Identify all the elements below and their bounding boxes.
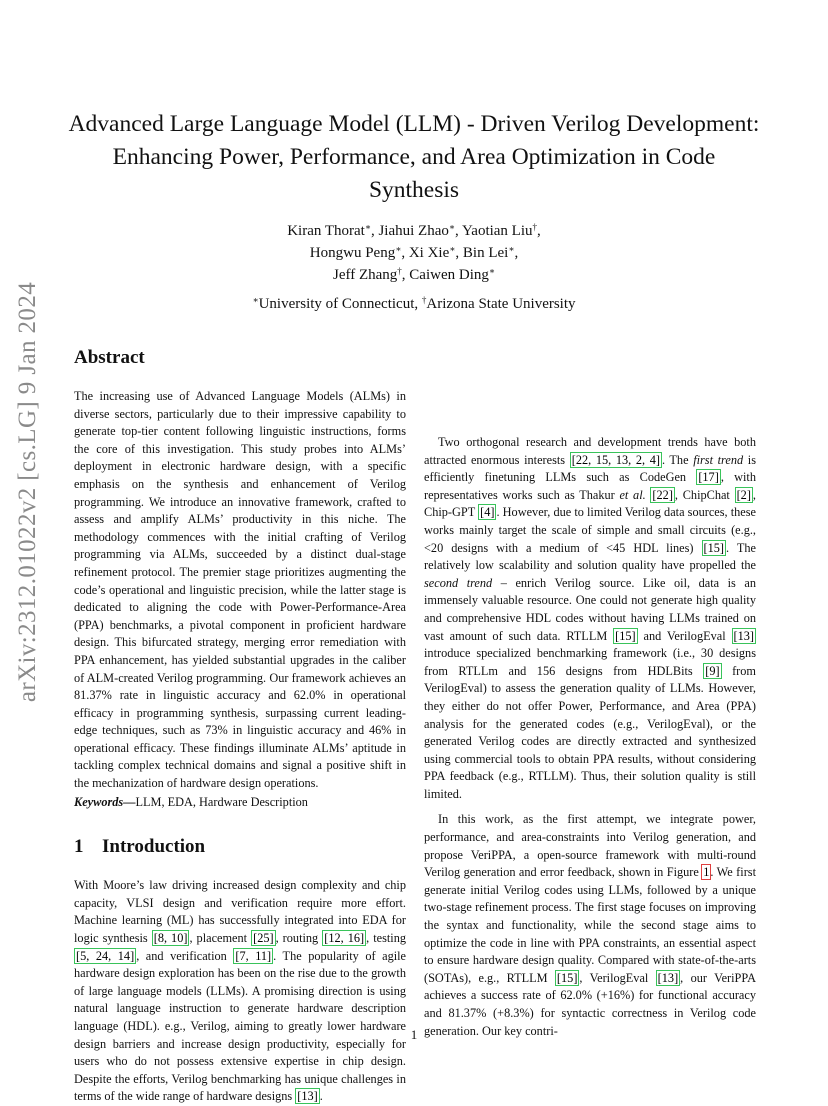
right-column bbox=[424, 342, 756, 1040]
citation-link[interactable]: [5, 24, 14] bbox=[76, 948, 135, 963]
affiliations: ∗University of Connecticut, †Arizona State University bbox=[252, 295, 576, 312]
citation-link[interactable]: [13] bbox=[733, 628, 754, 643]
paper-title bbox=[60, 108, 768, 207]
citation-link[interactable]: [4] bbox=[480, 505, 495, 520]
title-line: Advanced Large Language Model (LLM) - Driven Verilog Development: bbox=[68, 111, 760, 137]
author-line: Kiran Thorat∗, Jiahui Zhao∗, Yaotian Liu†, bbox=[287, 222, 541, 239]
citation-link[interactable]: [15] bbox=[703, 540, 725, 555]
author-line: Hongwu Peng∗, Xi Xie∗, Bin Lei∗, bbox=[309, 244, 519, 261]
author-list bbox=[214, 220, 614, 286]
arxiv-identifier: arXiv:2312.01022v2 [cs.LG] 9 Jan 2024 bbox=[14, 281, 41, 703]
section-heading-introduction: 1 Introduction bbox=[74, 836, 206, 858]
intro-paragraph-3: In this work, as the first attempt, we integrate power, performance, and area-constraints into Verilog generation, and propose VeriPPA, a open-source framework with multi-round Verilog generation and error feedback, shown in Figure 1. We first generate initial Verilog codes using LLMs, followed by a unique two-stage refinement process. The first stage focuses on improving the syntax and functionality, while the second stage aims to optimize the code in line with PPA constraints, an essential aspect to ensure hardware design quality. Compared with state-of-the-arts (SOTAs), e.g., RTLLM [15] , VerilogEval [13] , our VeriPPA achieves a success rate of 62.0% (+16%) for functional accuracy and 81.37% (+8.3%) for syntactic correctness in Verilog code generation. Our key contri- bbox=[424, 812, 756, 1038]
citation-link[interactable]: [12, 16] bbox=[324, 931, 365, 946]
citation-link[interactable]: [17] bbox=[698, 470, 719, 485]
citation-link[interactable]: [22, 15, 13, 2, 4] bbox=[571, 452, 660, 467]
citation-link[interactable]: [9] bbox=[705, 663, 720, 678]
citation-link[interactable]: [7, 11] bbox=[235, 948, 272, 963]
citation-link[interactable]: [2] bbox=[736, 487, 751, 502]
citation-link[interactable]: [13] bbox=[297, 1089, 318, 1104]
citation-link[interactable]: [25] bbox=[253, 931, 274, 946]
abstract-heading: Abstract bbox=[74, 347, 145, 368]
citation-link[interactable]: [15] bbox=[615, 628, 636, 643]
left-column bbox=[74, 342, 406, 1106]
author-line: Jeff Zhang†, Caiwen Ding∗ bbox=[333, 266, 495, 283]
keywords: Keywords—LLM, EDA, Hardware Description bbox=[74, 794, 308, 809]
title-line: Synthesis bbox=[368, 177, 460, 203]
figure-link[interactable]: 1 bbox=[703, 865, 710, 880]
page-number: 1 bbox=[410, 1027, 418, 1042]
title-line: Enhancing Power, Performance, and Area Optimization in Code bbox=[112, 144, 716, 170]
abstract-body: The increasing use of Advanced Language Models (ALMs) in diverse sectors, particularly due to their impressive capability to generate top-tier content following linguistic instructions, forms the core of this investigation. This study probes into ALMs’ deployment in electronic hardware design, with a specific emphasis on the synthesis and enhancement of Verilog programming. We introduce an innovative framework, crafted to assess and amplify ALMs’ productivity in this niche. The methodology commences with the initial crafting of Verilog programming via ALMs, succeeded by a distinct dual-stage refinement protocol. The premier stage prioritizes augmenting the code’s operational and linguistic precision, while the latter stage is dedicated to aligning the code with Power-Performance-Area (PPA) benchmarks, a pivotal component in proficient hardware design. This bifurcated strategy, merging error remediation with PPA enhancement, has yielded substantial upgrades in the caliber of ALM-created Verilog programming. Our framework achieves an 81.37% rate in linguistic accuracy and 62.0% in operational efficacy in programming synthesis, surpassing current leading-edge techniques, such as 73% in linguistic accuracy and 46% in operational efficacy. These findings illuminate ALMs’ aptitude in tackling complex technical domains and signal a positive shift in the mechanization of hardware design operations. bbox=[74, 389, 406, 791]
citation-link[interactable]: [15] bbox=[556, 970, 578, 985]
intro-paragraph-1: With Moore’s law driving increased design complexity and chip capacity, VLSI design and verification require more effort. Machine learning (ML) has successfully integrated into EDA for logic synthesis [8, 10] , placement [25] , routing [12, 16] , testing [5, 24, 14] , and verification [7, 11] . The popularity of agile hardware design exploration has been on the rise due to the growth of large language models (LLMs). A promising direction is using natural language instruction to generate hardware description language (HDL). e.g., Verilog, aiming to greatly lower hardware design barriers and increase design productivity, especially for users who do not possess extensive expertise in chip design. Despite the efforts, Verilog benchmarking has unique challenges in terms of the wide range of hardware designs [13] . bbox=[74, 878, 407, 1104]
citation-link[interactable]: [13] bbox=[657, 970, 679, 985]
intro-paragraph-2: Two orthogonal research and development trends have both attracted enormous interests [22, 15, 13, 2, 4] . The first trend is efficiently finetuning LLMs such as CodeGen [17] , with representatives works such as Thakur et al. [22] , ChipChat [2] , Chip-GPT [4] . However, due to limited Verilog data sources, these works mainly target the scale of simple and small circuits (e.g., <20 designs with a medium of <45 HDL lines) [15] . The relatively low scalability and solution quality have propelled the second trend – enrich Verilog source. Like oil, data is an immensely valuable resource. One could not generate high quality and comprehensive HDL codes without having LLMs trained on vast amount of such data. RTLLM [15] and VerilogEval [13] introduce specialized benchmarking framework (i.e., 30 designs from RTLLm and 156 designs from HDLBits [9] from VerilogEval) to assess the generation quality of LLMs. However, they either do not offer Power, Performance, and Area (PPA) analysis for the generated codes (e.g., VerilogEval), or the generated Verilog codes are directly extracted and synthesized using commercial tools to obtain PPA results, without considering PPA feedback (e.g., RTLLM). Thus, their solution quality is still limited. bbox=[424, 435, 757, 801]
citation-link[interactable]: [22] bbox=[652, 487, 673, 502]
citation-link[interactable]: [8, 10] bbox=[153, 931, 188, 946]
